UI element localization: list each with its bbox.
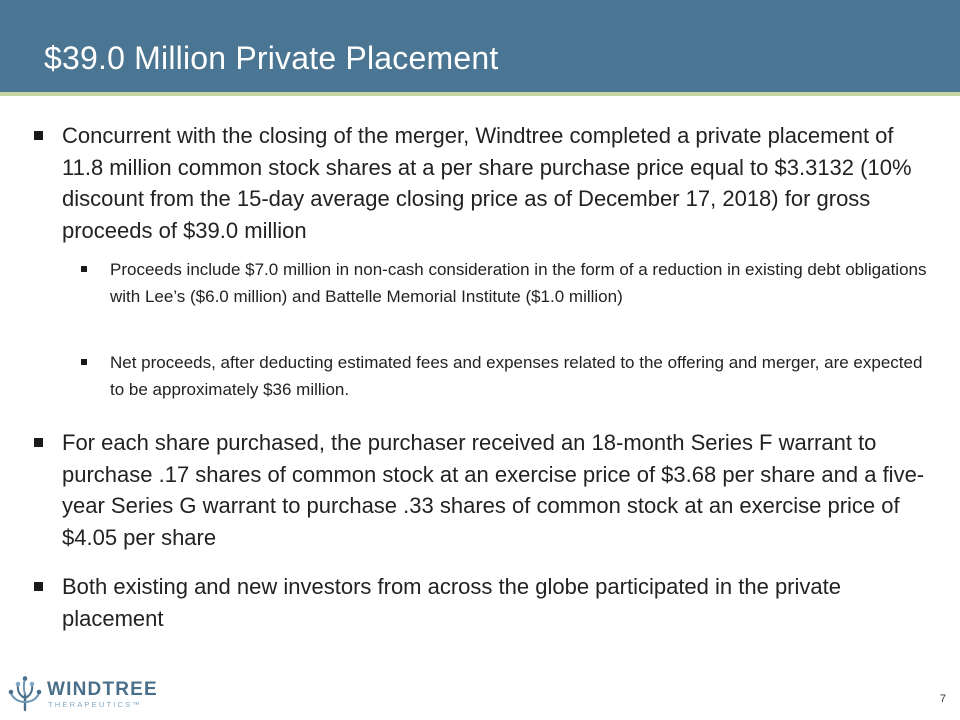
bullet-2 xyxy=(62,427,932,553)
bullet-1 xyxy=(62,120,932,246)
bullet-text: Concurrent with the closing of the merger, Windtree completed a private placement of 11.8 million common stock shares at a per share purchase price equal to $3.3132 (10% discount from the 15-day average closing price as of December 17, 2018) for gross proceeds of $39.0 million xyxy=(62,123,912,243)
sub-bullet-marker xyxy=(81,266,87,272)
bullet-marker xyxy=(34,131,43,140)
bullet-text: For each share purchased, the purchaser received an 18-month Series F warrant to purchase .17 shares of common stock at an exercise price of $3.68 per share and a five-year Series G warrant to purchase .33 shares of common stock at an exercise price of $4.05 per share xyxy=(62,430,925,550)
tree-icon xyxy=(7,676,43,712)
logo-subtitle: THERAPEUTICS™ xyxy=(48,700,143,709)
slide-title: $39.0 Million Private Placement xyxy=(44,40,499,76)
title-underline xyxy=(0,92,960,96)
bullet-marker xyxy=(34,438,43,447)
bullet-text: Both existing and new investors from across the globe participated in the private placement xyxy=(62,574,841,631)
bullet-3 xyxy=(62,571,932,634)
sub-bullet-2 xyxy=(110,349,930,403)
bullet-marker xyxy=(34,582,43,591)
windtree-logo xyxy=(5,676,158,712)
sub-bullet-marker xyxy=(81,359,87,365)
sub-bullet-1 xyxy=(110,256,930,310)
sub-bullet-text: Net proceeds, after deducting estimated fees and expenses related to the offering and merger, are expected to be approximately $36 million. xyxy=(110,353,923,399)
title-bar xyxy=(0,0,960,92)
logo-name: WINDTREE xyxy=(47,679,158,700)
sub-bullet-text: Proceeds include $7.0 million in non-cash consideration in the form of a reduction in existing debt obligations with Lee’s ($6.0 million) and Battelle Memorial Institute ($1.0 million) xyxy=(110,260,927,306)
page-number: 7 xyxy=(939,693,946,705)
